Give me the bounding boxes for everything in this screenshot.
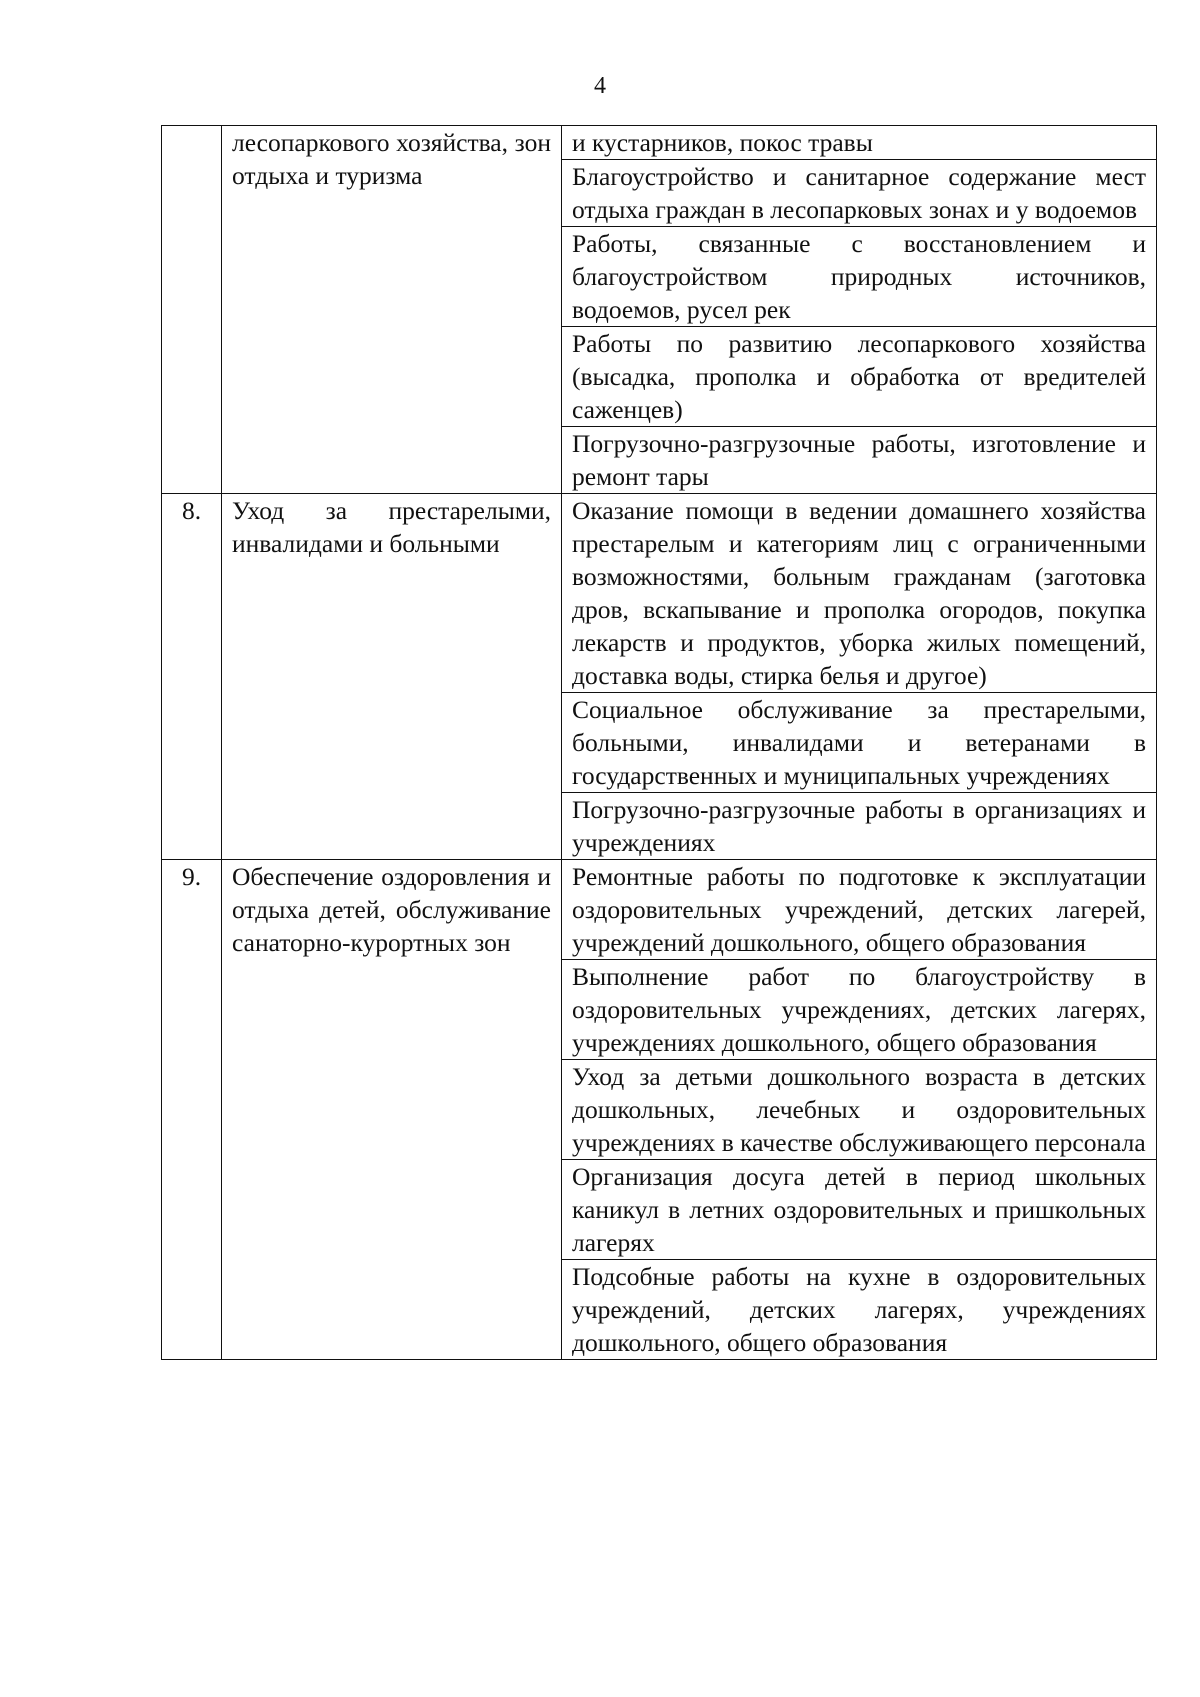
work-item: Ремонтные работы по подготовке к эксплуатации оздоровительных учреждений, детских лагерей, учреждений дошкольного, общего образования	[562, 860, 1157, 960]
work-item: Работы по развитию лесопаркового хозяйства (высадка, прополка и обработка от вредителей саженцев)	[562, 327, 1157, 427]
work-types-table	[161, 125, 1157, 1360]
activity-area: Уход за престарелыми, инвалидами и больными	[222, 494, 562, 860]
work-item: Благоустройство и санитарное содержание мест отдыха граждан в лесопарковых зонах и у водоемов	[562, 160, 1157, 227]
work-item: Выполнение работ по благоустройству в оздоровительных учреждениях, детских лагерях, учреждениях дошкольного, общего образования	[562, 960, 1157, 1060]
row-number: 8.	[162, 494, 222, 860]
row-number: 9.	[162, 860, 222, 1360]
activity-area: Обеспечение оздоровления и отдыха детей, обслуживание санаторно-курортных зон	[222, 860, 562, 1360]
work-item: и кустарников, покос травы	[562, 126, 1157, 160]
work-item: Уход за детьми дошкольного возраста в детских дошкольных, лечебных и оздоровительных учреждениях в качестве обслуживающего персонала	[562, 1060, 1157, 1160]
work-item: Погрузочно-разгрузочные работы, изготовление и ремонт тары	[562, 427, 1157, 494]
row-number	[162, 126, 222, 494]
table-row	[162, 860, 1157, 960]
work-item: Организация досуга детей в период школьных каникул в летних оздоровительных и пришкольных лагерях	[562, 1160, 1157, 1260]
work-item: Оказание помощи в ведении домашнего хозяйства престарелым и категориям лиц с ограниченными возможностями, больным гражданам (заготовка дров, вскапывание и прополка огородов, покупка лекарств и продуктов, уборка жилых помещений, доставка воды, стирка белья и другое)	[562, 494, 1157, 693]
table-row	[162, 126, 1157, 160]
work-item: Погрузочно-разгрузочные работы в организациях и учреждениях	[562, 793, 1157, 860]
table-row	[162, 494, 1157, 693]
work-item: Работы, связанные с восстановлением и благоустройством природных источников, водоемов, русел рек	[562, 227, 1157, 327]
activity-area: лесопаркового хозяйства, зон отдыха и туризма	[222, 126, 562, 494]
work-item: Социальное обслуживание за престарелыми, больными, инвалидами и ветеранами в государственных и муниципальных учреждениях	[562, 693, 1157, 793]
work-item: Подсобные работы на кухне в оздоровительных учреждений, детских лагерях, учреждениях дошкольного, общего образования	[562, 1260, 1157, 1360]
page-number: 4	[594, 73, 606, 99]
